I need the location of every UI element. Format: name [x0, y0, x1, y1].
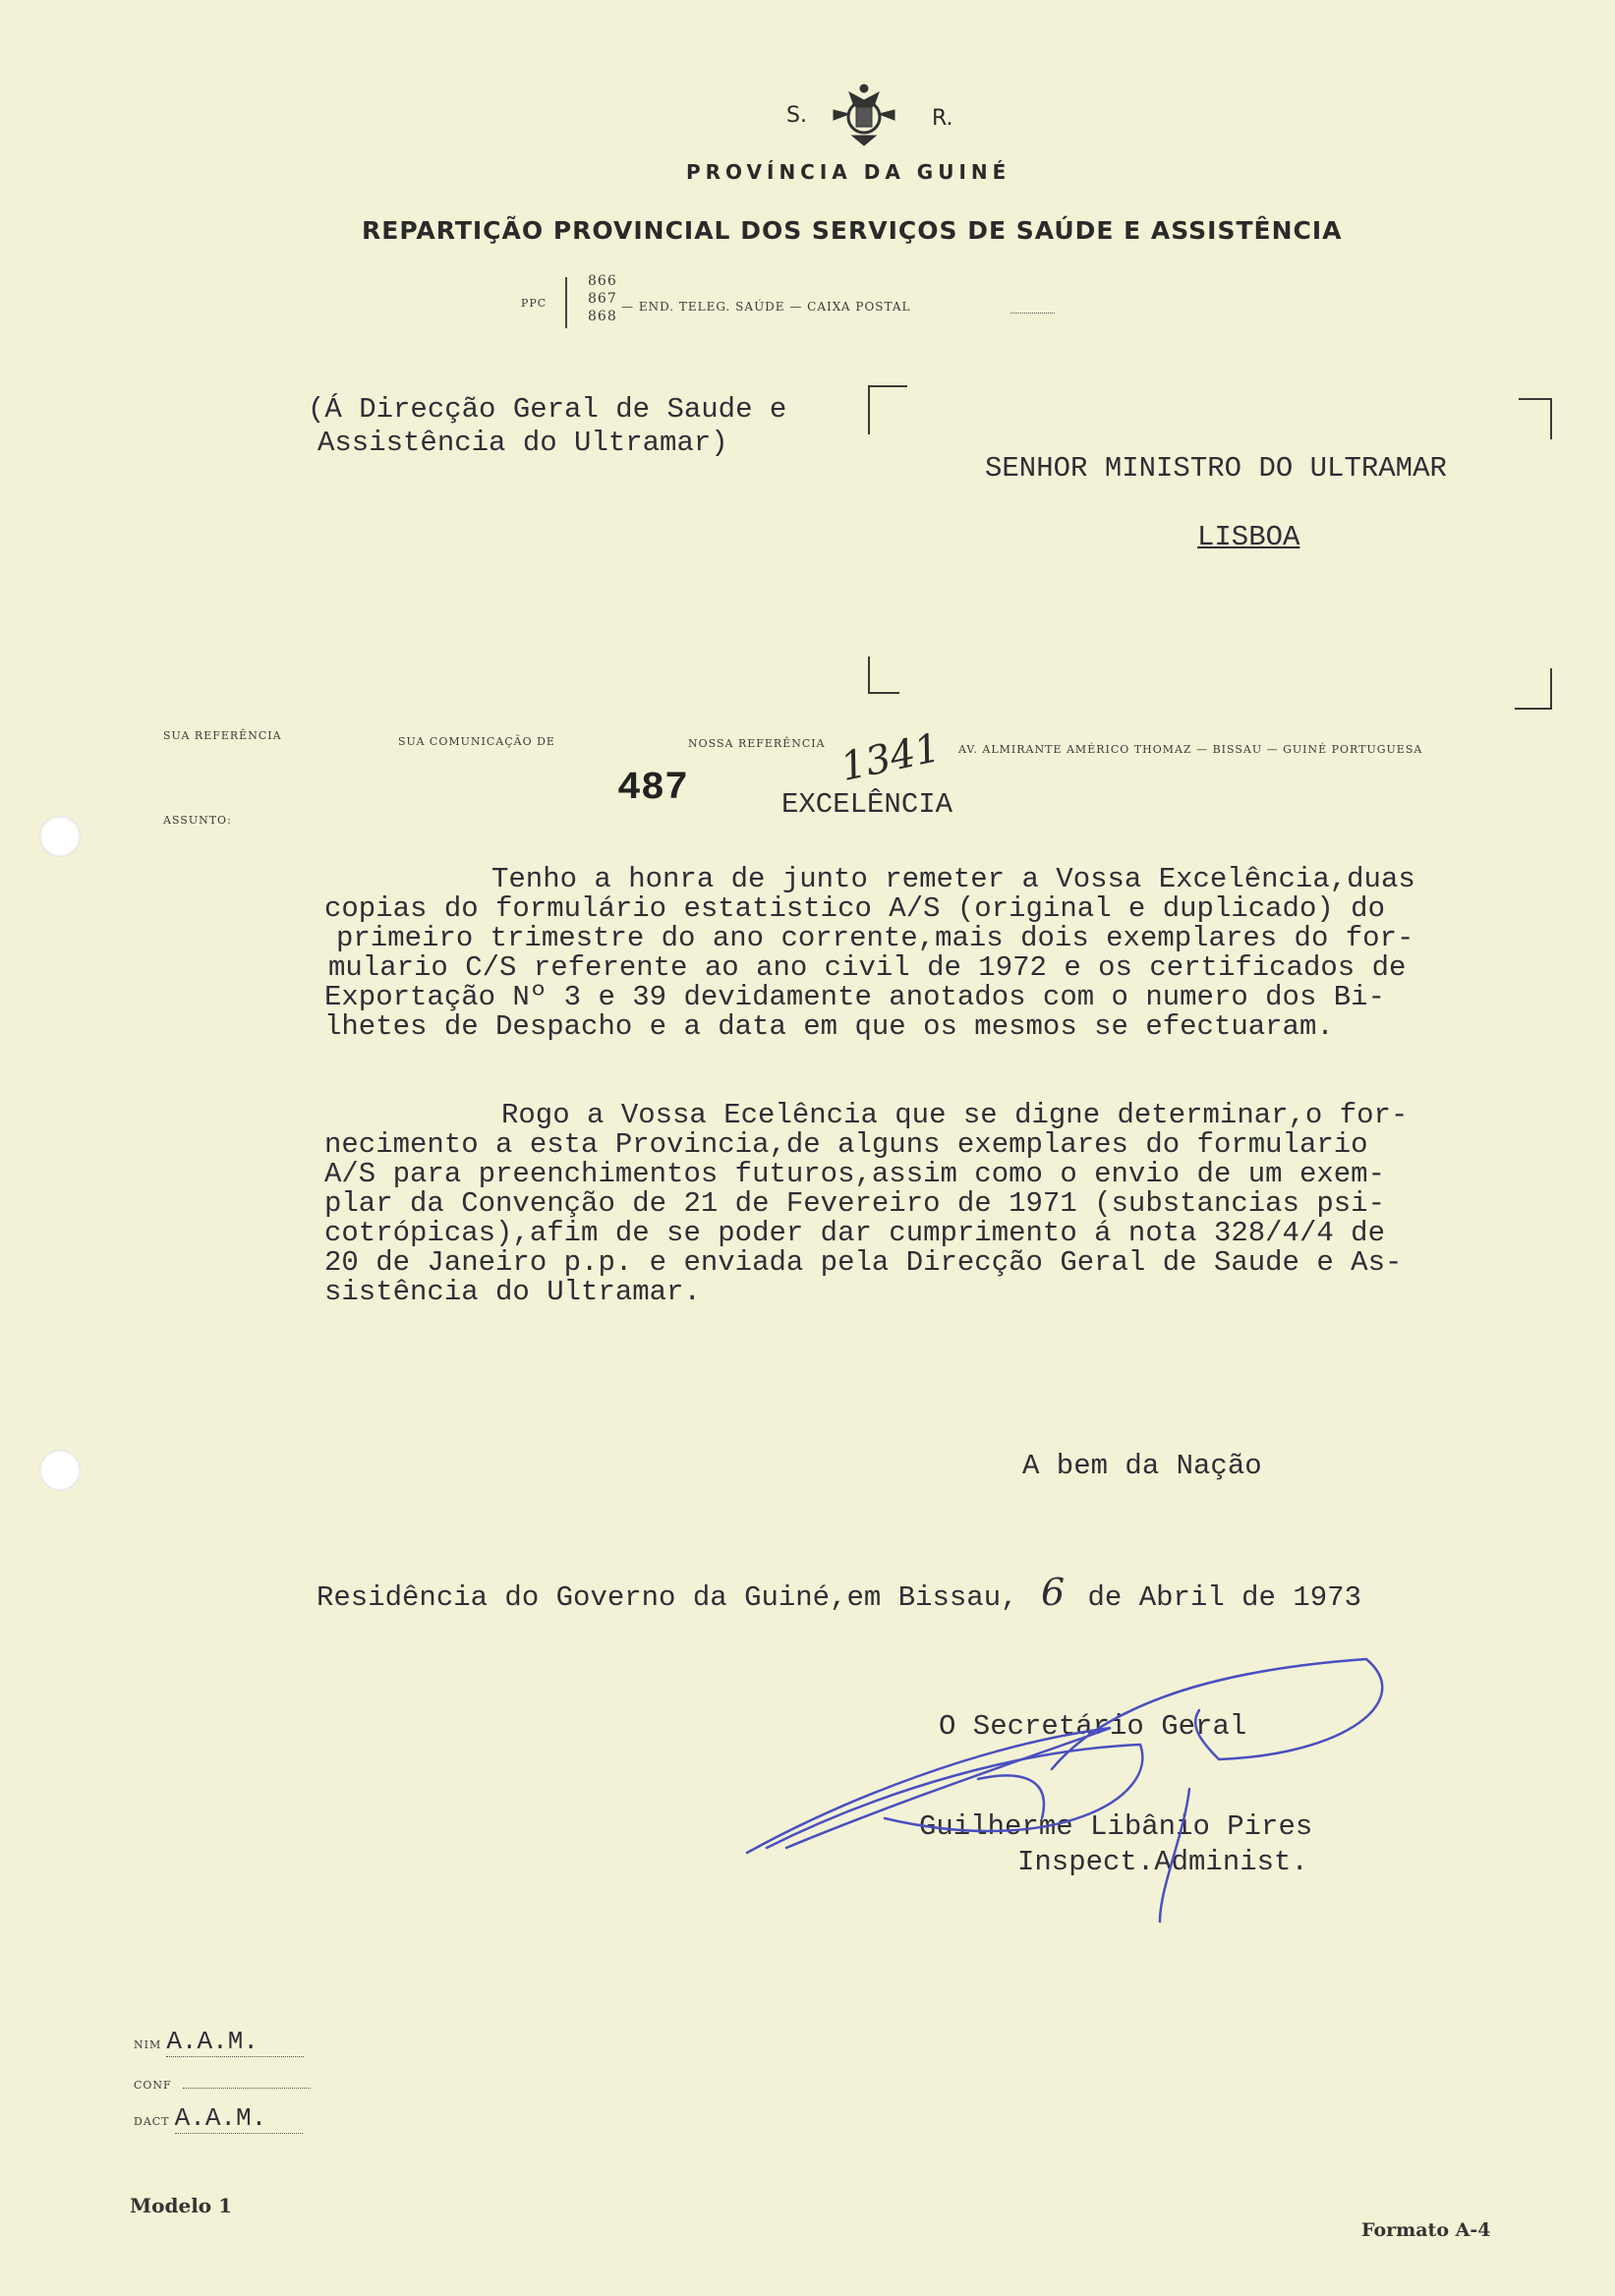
body-p2-line-6: 20 de Janeiro p.p. e enviada pela Direcção Geral de Saude e As-: [324, 1246, 1403, 1279]
body-p1-line-2: copias do formulário estatistico A/S (original e duplicado) do: [324, 892, 1385, 925]
ppc-number-1: 866: [588, 273, 617, 289]
telegraph-line: — END. TELEG. SAÚDE — CAIXA POSTAL: [621, 300, 911, 314]
body-p2-line-7: sistência do Ultramar.: [324, 1276, 701, 1308]
punch-hole-top: [39, 816, 81, 857]
body-p1-line-1: Tenho a honra de junto remeter a Vossa Excelência,duas: [491, 863, 1415, 895]
caixa-postal-dots: [1010, 313, 1055, 314]
ppc-number-2: 867: [588, 291, 617, 307]
date-suffix: de Abril de 1973: [1087, 1581, 1361, 1614]
modelo-label: Modelo 1: [130, 2194, 233, 2217]
letterhead-initial-right: R.: [932, 106, 953, 131]
address-corner-bottom-right: [1515, 668, 1552, 710]
body-p1-line-3: primeiro trimestre do ano corrente,mais dois exemplares do for-: [336, 922, 1414, 954]
sua-comunicacao-label: SUA COMUNICAÇÃO DE: [398, 735, 555, 748]
ppc-brace: [565, 277, 573, 328]
formato-label: Formato A-4: [1361, 2219, 1491, 2241]
province-heading: PROVÍNCIA DA GUINÉ: [686, 160, 1011, 184]
footer-dact: [134, 2103, 303, 2134]
address-corner-top-left: [868, 385, 907, 434]
body-paragraph-1: [324, 865, 1553, 1042]
nim-label: NIM: [134, 2038, 162, 2051]
footer-nim: [134, 2027, 304, 2057]
reference-number: 487: [617, 767, 689, 811]
date-line: [317, 1571, 1361, 1614]
ppc-number-3: 868: [588, 309, 617, 324]
signatory-name: Guilherme Libânio Pires: [919, 1810, 1313, 1843]
signatory-role: Inspect.Administ.: [1017, 1846, 1308, 1878]
address-corner-bottom-left: [868, 657, 899, 694]
handwritten-reference: 1341: [836, 724, 945, 791]
punch-hole-bottom: [39, 1450, 81, 1491]
address-corner-top-right: [1519, 398, 1552, 439]
body-p1-line-5: Exportação Nº 3 e 39 devidamente anotados com o numero dos Bi-: [324, 981, 1385, 1013]
coat-of-arms-emblem: [828, 81, 900, 153]
date-day: 6: [1040, 1571, 1066, 1614]
assunto-label: ASSUNTO:: [163, 814, 232, 827]
footer-conf: [134, 2074, 311, 2093]
salutation: EXCELÊNCIA: [781, 788, 953, 821]
body-p2-line-2: necimento a esta Provincia,de alguns exemplares do formulario: [324, 1128, 1368, 1161]
sua-referencia-label: SUA REFERÊNCIA: [163, 729, 282, 742]
ppc-label: PPC: [521, 297, 548, 310]
addressee-city: LISBOA: [1197, 521, 1300, 553]
handwritten-signature: [727, 1651, 1396, 1946]
body-p2-line-4: plar da Convenção de 21 de Fevereiro de 1971 (substancias psi-: [324, 1187, 1385, 1220]
body-paragraph-2: [324, 1101, 1553, 1307]
copy-note: [308, 393, 786, 460]
nossa-referencia-label: NOSSA REFERÊNCIA: [688, 737, 826, 750]
body-p1-line-6: lhetes de Despacho e a data em que os mesmos se efectuaram.: [324, 1010, 1334, 1043]
date-prefix: Residência do Governo da Guiné,em Bissau,: [317, 1581, 1018, 1614]
body-p2-line-1: Rogo a Vossa Ecelência que se digne determinar,o for-: [501, 1099, 1409, 1131]
copy-note-line-1: (Á Direcção Geral de Saude e: [308, 393, 787, 426]
conf-value-line: [183, 2088, 311, 2089]
body-p2-line-5: cotrópicas),afim de se poder dar cumprimento á nota 328/4/4 de: [324, 1217, 1385, 1249]
signatory-title: O Secretário Geral: [939, 1710, 1247, 1743]
nim-value: A.A.M.: [166, 2027, 304, 2057]
copy-note-line-2: Assistência do Ultramar): [317, 427, 728, 459]
department-heading: REPARTIÇÃO PROVINCIAL DOS SERVIÇOS DE SAÚDE E ASSISTÊNCIA: [362, 216, 1343, 245]
office-address: AV. ALMIRANTE AMÉRICO THOMAZ — BISSAU — GUINÉ PORTUGUESA: [958, 743, 1423, 756]
closing: A bem da Nação: [1022, 1450, 1262, 1482]
addressee-name: SENHOR MINISTRO DO ULTRAMAR: [985, 452, 1447, 485]
dact-value: A.A.M.: [175, 2103, 303, 2134]
body-p1-line-4: mulario C/S referente ao ano civil de 1972 e os certificados de: [328, 951, 1407, 984]
dact-label: DACT: [134, 2115, 170, 2128]
conf-label: CONF: [134, 2079, 172, 2092]
body-p2-line-3: A/S para preenchimentos futuros,assim como o envio de um exem-: [324, 1158, 1385, 1190]
letterhead-initial-left: S.: [786, 103, 807, 128]
